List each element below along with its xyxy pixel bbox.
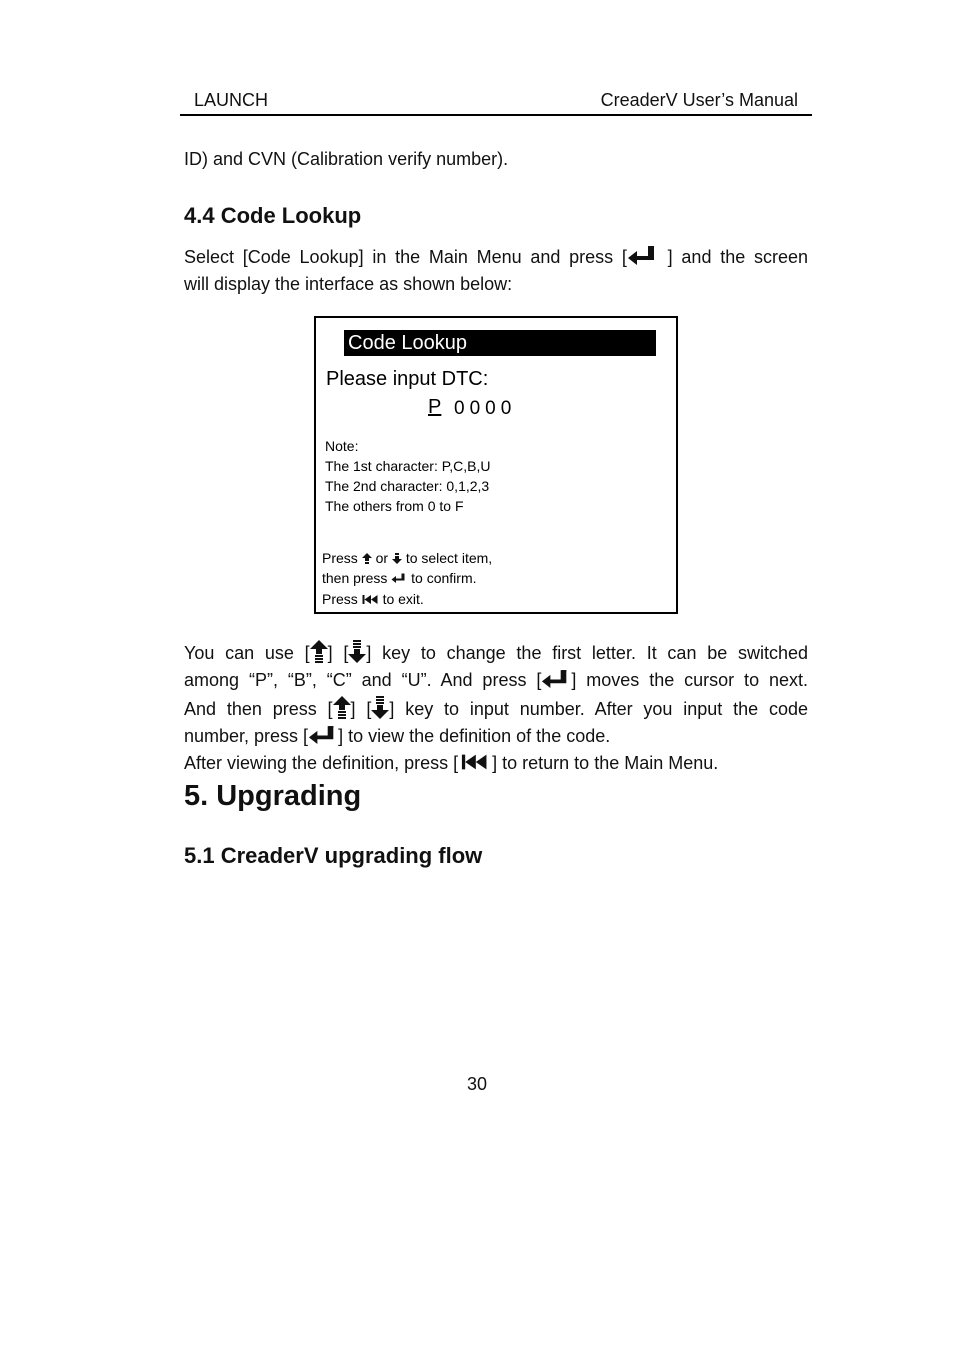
text-run: ] key to change the first letter. It can be switched xyxy=(366,643,808,663)
text-run: ] [ xyxy=(327,643,349,663)
help-line-3 xyxy=(322,591,424,608)
text-run: Select [Code Lookup] in the Main Menu and press [ xyxy=(184,247,627,267)
text-run: And then press [ xyxy=(184,699,333,719)
instr-line-4 xyxy=(184,725,808,752)
dtc-letter-field: P xyxy=(428,396,442,418)
header-right: CreaderV User’s Manual xyxy=(600,90,798,110)
device-screen xyxy=(314,316,678,614)
text-run: After viewing the definition, press [ xyxy=(184,753,459,773)
text-run: Press xyxy=(322,550,358,566)
section-44-line-2: will display the interface as shown below: xyxy=(184,274,513,294)
text-run: Press xyxy=(322,591,358,607)
instr-line-2 xyxy=(184,669,808,696)
text-run: or xyxy=(375,550,389,566)
header-rule xyxy=(180,114,812,116)
section-51-title: 5.1 CreaderV upgrading flow xyxy=(184,843,483,868)
note-line-1: The 1st character: P,C,B,U xyxy=(325,458,491,474)
note-label: Note: xyxy=(325,438,359,454)
text-run: ] to return to the Main Menu. xyxy=(492,753,719,773)
section-44-paragraph xyxy=(184,245,808,296)
dtc-digits-field: 0000 xyxy=(454,398,517,419)
text-run: ] and the screen xyxy=(658,247,808,267)
up-arrow-icon xyxy=(310,640,328,669)
up-arrow-icon xyxy=(362,551,372,567)
text-run: to exit. xyxy=(382,591,424,607)
help-line-2 xyxy=(322,570,477,587)
note-line-2: The 2nd character: 0,1,2,3 xyxy=(325,478,490,494)
enter-icon xyxy=(627,245,659,273)
screen-title: Code Lookup xyxy=(344,330,656,356)
note-line-3: The others from 0 to F xyxy=(325,498,464,514)
screen-prompt: Please input DTC: xyxy=(326,368,489,390)
up-arrow-icon xyxy=(333,696,351,725)
text-run: number, press [ xyxy=(184,726,309,746)
text-run: ] [ xyxy=(350,699,372,719)
text-run: ] to view the definition of the code. xyxy=(338,726,611,746)
down-arrow-icon xyxy=(392,551,402,567)
page-number: 30 xyxy=(466,1074,488,1094)
text-run: ] moves the cursor to next. xyxy=(571,670,809,690)
down-arrow-icon xyxy=(348,640,366,669)
enter-icon xyxy=(391,571,407,587)
section-44-instructions xyxy=(184,640,808,777)
section-44-title: 4.4 Code Lookup xyxy=(184,203,362,228)
help-line-1 xyxy=(322,550,492,567)
exit-icon xyxy=(458,753,492,777)
instr-line-5 xyxy=(184,752,808,777)
down-arrow-icon xyxy=(371,696,389,725)
intro-line: ID) and CVN (Calibration verify number). xyxy=(184,149,509,169)
exit-icon xyxy=(362,592,379,608)
text-run: to confirm. xyxy=(411,570,477,586)
text-run: ] key to input number. After you input the code xyxy=(389,699,808,719)
instr-line-1 xyxy=(184,640,808,669)
header-left: LAUNCH xyxy=(194,90,269,110)
enter-icon xyxy=(308,725,338,752)
section-5-title: 5. Upgrading xyxy=(184,780,362,812)
enter-icon xyxy=(541,669,571,696)
text-run: to select item, xyxy=(405,550,493,566)
instr-line-3 xyxy=(184,696,808,725)
text-run: among “P”, “B”, “C” and “U”. And press [ xyxy=(184,670,542,690)
text-run: then press xyxy=(322,570,388,586)
section-44-line-1 xyxy=(184,245,808,273)
text-run: You can use [ xyxy=(184,643,310,663)
